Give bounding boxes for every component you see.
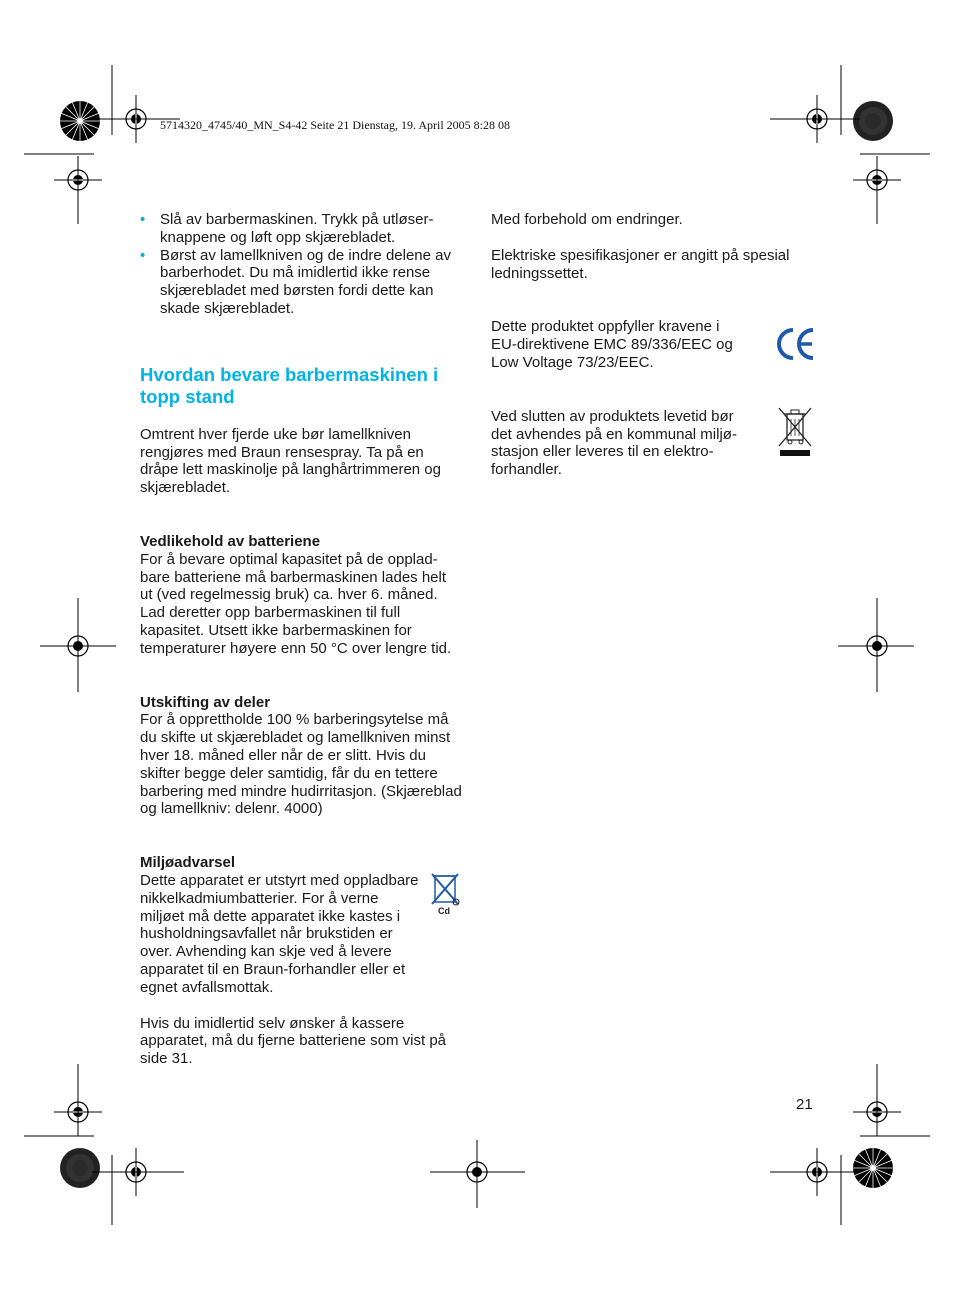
- weee-bin-icon: [776, 406, 814, 458]
- bullet-text: Børst av lamellkniven og de indre delene av barberhodet. Du må imidlertid ikke rense skjærebladet med børsten fordi dette kan skade skjærebladet.: [160, 246, 451, 317]
- closing-paragraph: Hvis du imidlertid selv ønsker å kassere apparatet, må du fjerne batteriene som vist på side 31.: [140, 1014, 447, 1068]
- ce-compliance-text: Dette produktet oppfyller kravene i EU-direktivene EMC 89/336/EEC og Low Voltage 73/23/EEC.: [491, 318, 733, 371]
- list-item: [140, 247, 462, 318]
- bullet-text: Slå av barbermaskinen. Trykk på utløser-knappene og løft opp skjærebladet.: [160, 211, 434, 246]
- left-column: [140, 211, 462, 1068]
- bullet-icon: •: [140, 246, 146, 264]
- cd-battery-bin-icon: [430, 872, 462, 918]
- parts-heading: Utskifting av deler: [140, 693, 271, 711]
- right-column: [491, 211, 816, 479]
- bullet-icon: •: [140, 211, 146, 228]
- page-number: 21: [796, 1096, 813, 1113]
- electrical-spec-text: Elektriske spesifikasjoner er angitt på spesial ledningssettet.: [491, 246, 790, 282]
- environment-paragraph: Dette apparatet er utstyrt med oppladbare nikkelkadmiumbatterier. For å verne miljøet må dette apparatet ikke kastes i husholdningsavfallet når brukstiden er over. Avhending kan skje ved å levere apparatet til en Braun-forhandler eller et egnet avfallsmottak.: [140, 871, 419, 996]
- environment-block: [140, 854, 462, 996]
- disposal-block: [491, 408, 816, 479]
- parts-paragraph: For å opprettholde 100 % barberingsytelse må du skifte ut skjærebladet og lamellkniven minst hver 18. måned eller når de er slitt. Hvis du skifter begge deler samtidig, får du en tettere barbering med mindre hudirritasjon. (Skjæreblad og lamellkniv: delenr. 4000): [140, 711, 462, 818]
- cleaning-steps-list: [140, 211, 462, 318]
- battery-heading: Vedlikehold av batteriene: [140, 532, 321, 550]
- section-title: Hvordan bevare barbermaskinen i topp stand: [140, 363, 439, 407]
- ce-mark-icon: [776, 326, 816, 362]
- cd-label: Cd: [438, 906, 450, 917]
- intro-paragraph: Omtrent hver fjerde uke bør lamellkniven rengjøres med Braun rensespray. Ta på en dråpe lett maskinolje på langhårtrimmeren og skjærebladet.: [140, 425, 441, 497]
- ce-compliance-block: [491, 318, 816, 371]
- disposal-text: Ved slutten av produktets levetid bør det avhendes på en kommunal miljø-stasjon eller leveres til en elektro-forhandler.: [491, 407, 737, 479]
- battery-paragraph: For å bevare optimal kapasitet på de opplad-bare batteriene må barbermaskinen lades helt ut (ved regelmessig bruk) ca. hver 6. måned. Lad deretter opp barbermaskinen til full kapasitet. Utsett ikke barbermaskinen for temperaturer høyere enn 50 °C over lengre tid.: [140, 550, 452, 657]
- print-header-line: 5714320_4745/40_MN_S4-42 Seite 21 Dienstag, 19. April 2005 8:28 08: [160, 118, 510, 132]
- environment-heading: Miljøadvarsel: [140, 854, 236, 872]
- reservation-text: Med forbehold om endringer.: [491, 211, 683, 228]
- list-item: [140, 211, 462, 247]
